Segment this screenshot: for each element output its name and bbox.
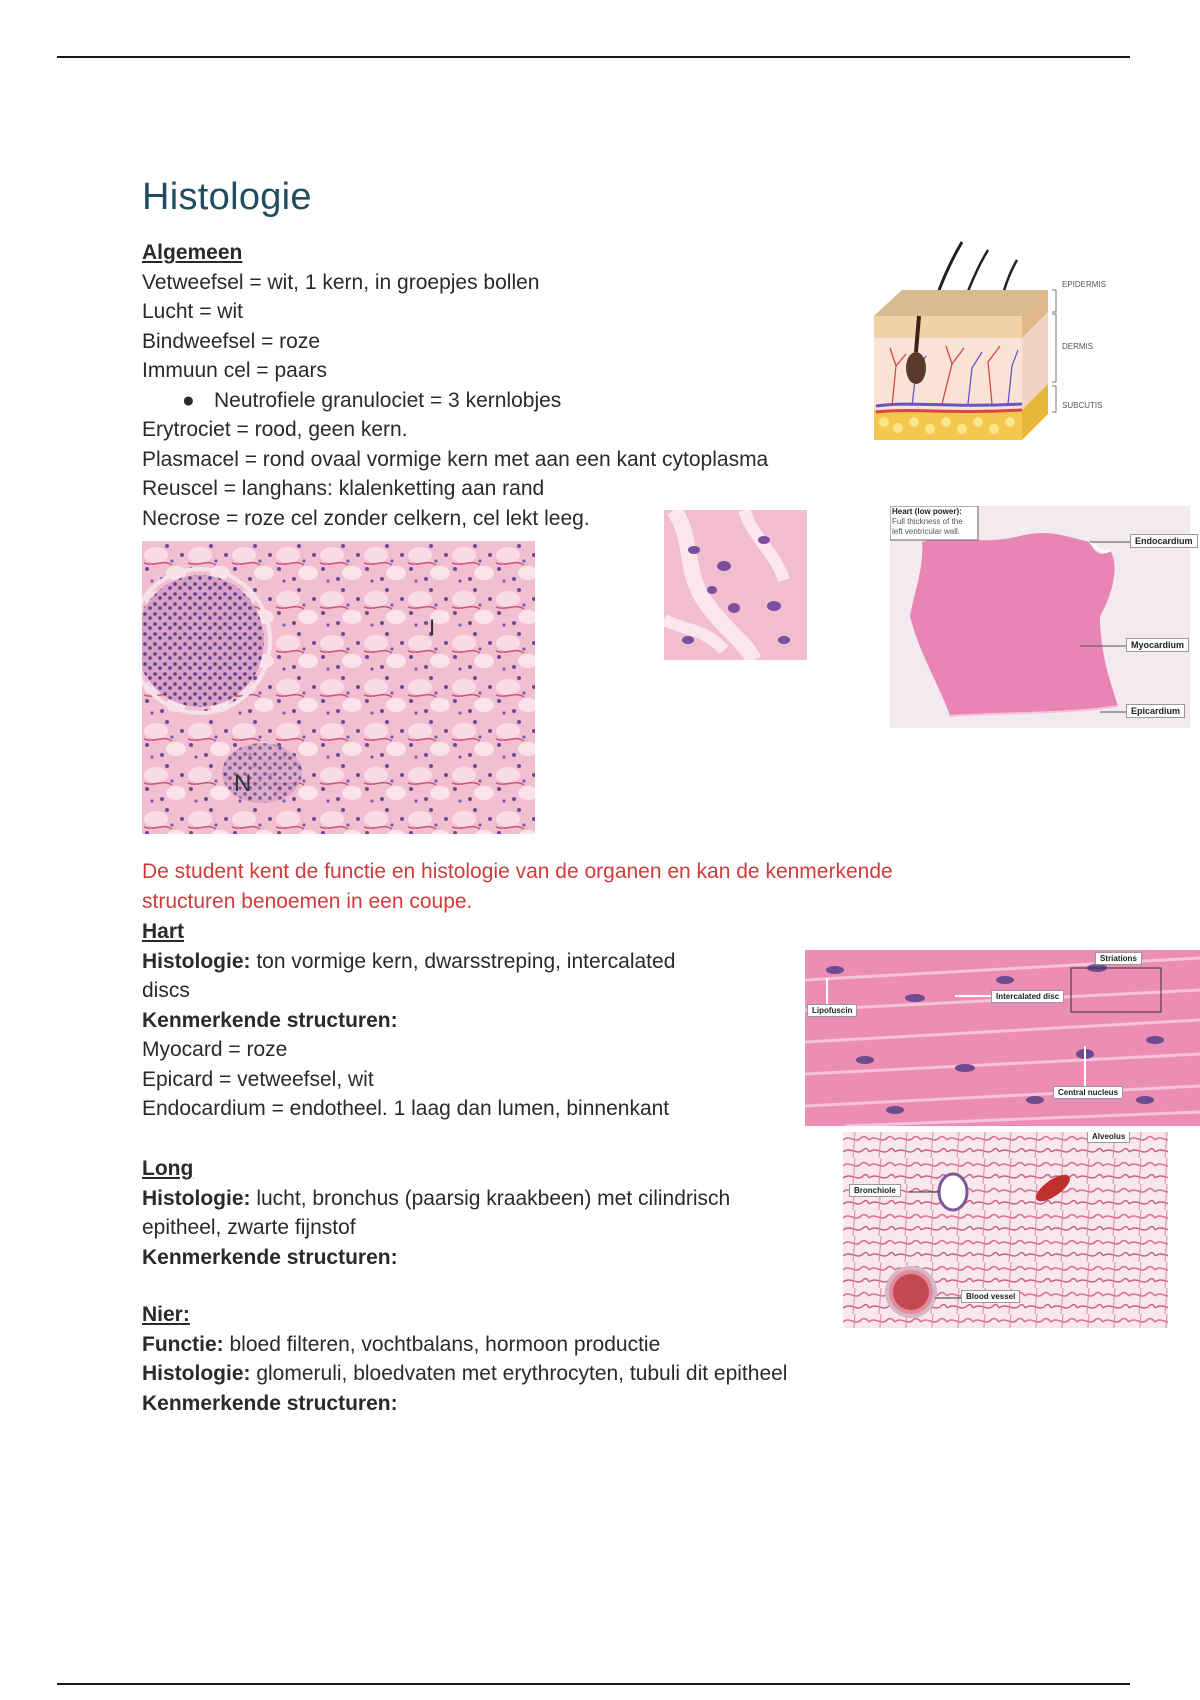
bottom-rule — [57, 1683, 1130, 1685]
myocard-label: Lipofuscin — [807, 1004, 857, 1017]
objective-line: structuren benoemen in een coupe. — [142, 889, 473, 913]
hart-histologie-text2: discs — [142, 979, 190, 1002]
myocard-label: Central nucleus — [1053, 1086, 1123, 1099]
heart-caption: Heart (low power): — [892, 507, 962, 516]
page-title: Histologie — [142, 176, 312, 218]
nier-functie-text: bloed filteren, vochtbalans, hormoon productie — [223, 1332, 661, 1356]
skin-label: DERMIS — [1062, 342, 1094, 351]
kidney-letter: N — [234, 770, 252, 797]
lung-label: Alveolus — [1087, 1132, 1130, 1143]
lung-label: Bronchiole — [849, 1184, 901, 1197]
skin-label: EPIDERMIS — [1062, 280, 1107, 289]
heart-label: Epicardium — [1126, 704, 1185, 718]
kidney-micrograph — [142, 541, 535, 834]
hart-section — [142, 917, 762, 1124]
nier-heading: Nier: — [142, 1303, 190, 1326]
algemeen-line: Necrose = roze cel zonder celkern, cel lekt leeg. — [142, 506, 590, 530]
hart-kenmerkende-label: Kenmerkende structuren: — [142, 1008, 398, 1032]
long-kenmerkende-label: Kenmerkende structuren: — [142, 1245, 398, 1269]
lung-label: Blood vessel — [961, 1290, 1020, 1303]
hart-heading: Hart — [142, 920, 185, 943]
nier-histologie-text: glomeruli, bloedvaten met erythrocyten, tubuli dit epitheel — [250, 1362, 788, 1385]
heart-section-image — [890, 506, 1200, 728]
cell-micrograph — [664, 510, 807, 660]
bullet-icon: ● — [182, 388, 195, 412]
algemeen-section — [142, 238, 842, 533]
algemeen-line: Plasmacel = rond ovaal vormige kern met aan een kant cytoplasma — [142, 447, 769, 471]
algemeen-line: Reuscel = langhans: klalenketting aan rand — [142, 477, 545, 500]
hart-line: Endocardium = endotheel. 1 laag dan lumen, binnenkant — [142, 1097, 670, 1120]
algemeen-heading: Algemeen — [142, 241, 243, 264]
algemeen-line: Bindweefsel = roze — [142, 329, 321, 353]
myocard-label: Intercalated disc — [991, 990, 1064, 1003]
heart-label: Myocardium — [1126, 638, 1189, 652]
algemeen-line: Vetweefsel = wit, 1 kern, in groepjes bollen — [142, 270, 540, 294]
kidney-letter: I — [429, 615, 436, 640]
algemeen-line: Erytrociet = rood, geen kern. — [142, 418, 408, 441]
long-histologie-text2: epitheel, zwarte fijnstof — [142, 1216, 356, 1239]
hart-line: Myocard = roze — [142, 1038, 288, 1061]
nier-section — [142, 1300, 1042, 1418]
top-rule — [57, 56, 1130, 58]
nier-kenmerkende-label: Kenmerkende structuren: — [142, 1391, 398, 1415]
bullet-item — [142, 386, 842, 416]
myocard-micrograph — [805, 950, 1200, 1126]
myocard-label: Striations — [1095, 952, 1142, 965]
objective-line: De student kent de functie en histologie van de organen en kan de kenmerkende — [142, 860, 893, 883]
learning-objective — [142, 857, 893, 916]
long-histologie-label: Histologie: — [142, 1186, 251, 1210]
bullet-text: Neutrofiele granulociet = 3 kernlobjes — [214, 388, 562, 412]
heart-caption: left ventricular wall. — [892, 527, 961, 536]
long-histologie-text: lucht, bronchus (paarsig kraakbeen) met cilindrisch — [250, 1186, 731, 1210]
hart-line: Epicard = vetweefsel, wit — [142, 1067, 374, 1091]
algemeen-line: Immuun cel = paars — [142, 359, 328, 382]
nier-functie-label: Functie: — [142, 1332, 224, 1356]
hart-histologie-label: Histologie: — [142, 949, 251, 973]
algemeen-line: Lucht = wit — [142, 300, 243, 323]
skin-label: SUBCUTIS — [1062, 401, 1103, 410]
skin-layers-diagram — [872, 236, 1132, 456]
hart-histologie-text: ton vormige kern, dwarsstreping, intercalated — [250, 949, 676, 973]
heart-label: Endocardium — [1130, 534, 1198, 548]
nier-histologie-label: Histologie: — [142, 1362, 251, 1385]
heart-caption: Full thickness of the — [892, 517, 963, 526]
long-section — [142, 1154, 822, 1272]
long-heading: Long — [142, 1157, 194, 1180]
lung-micrograph — [843, 1132, 1168, 1328]
